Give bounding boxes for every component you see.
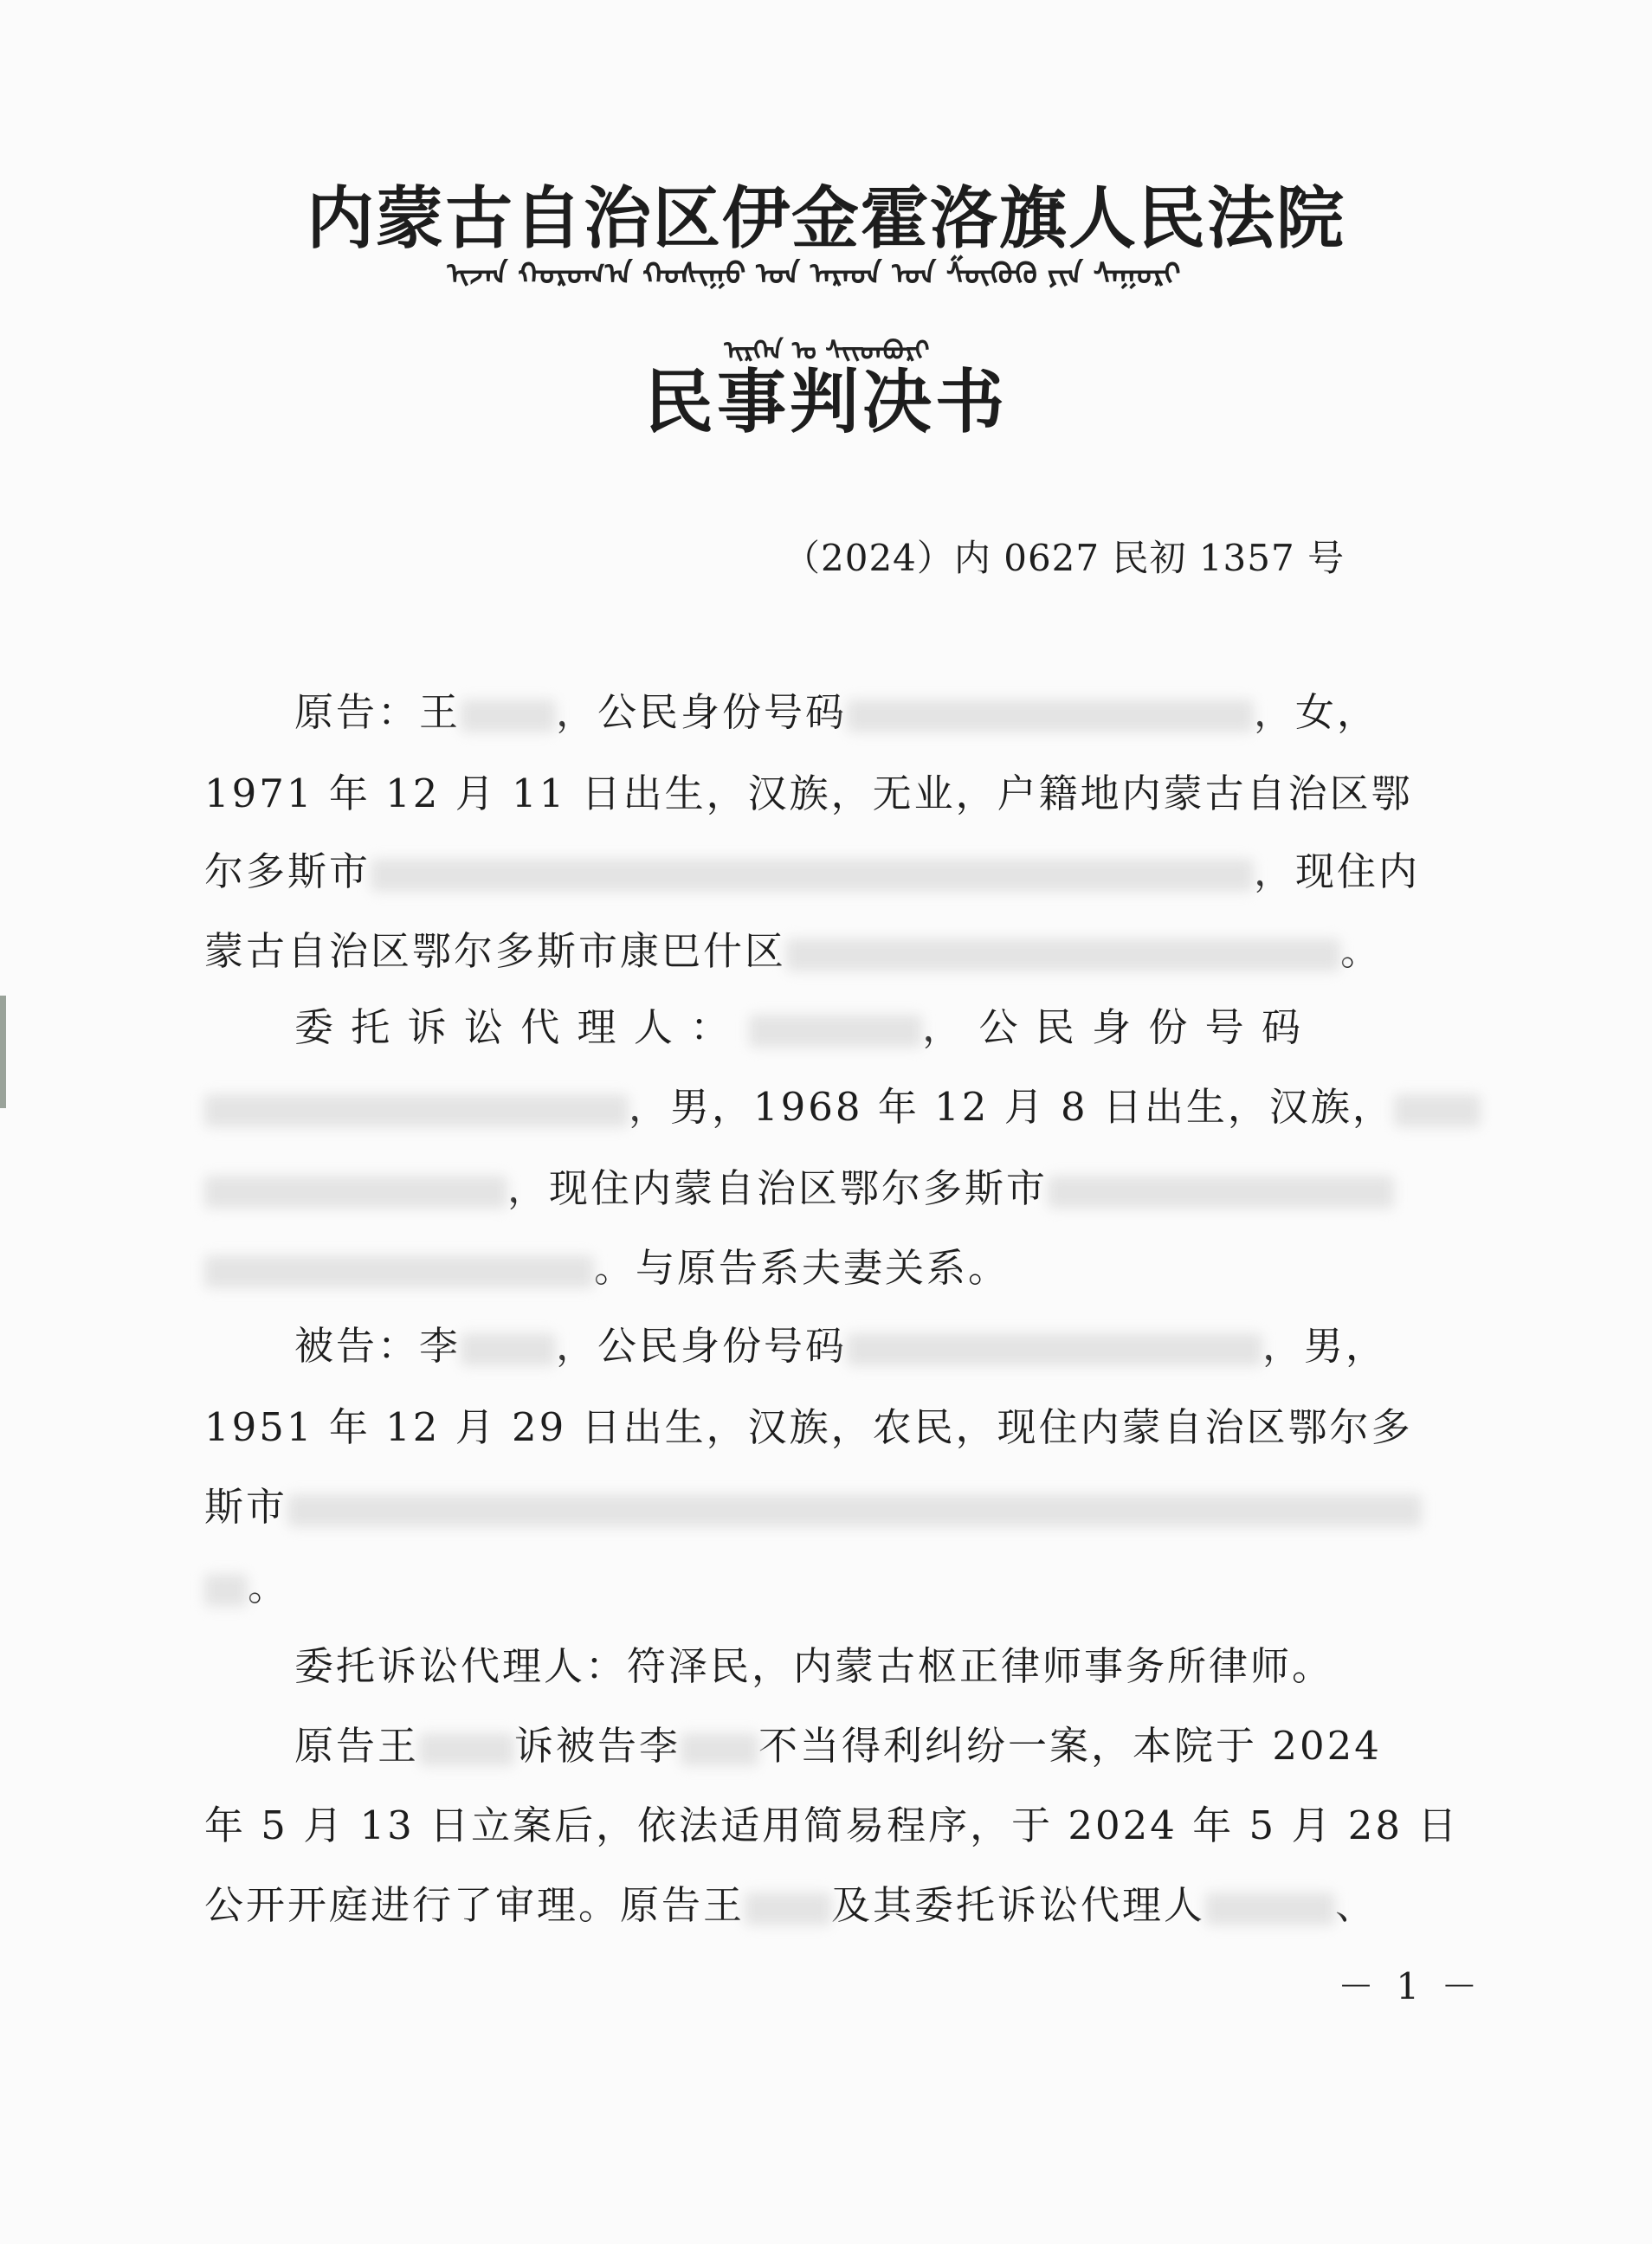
- period: 。: [248, 1564, 290, 1609]
- redacted-defendant-name: [461, 1333, 556, 1366]
- redacted-id: [847, 700, 1254, 732]
- plaintiff-residence-prefix: ，现住内: [1254, 848, 1421, 894]
- redacted-agent-address-cont: [204, 1255, 594, 1288]
- redacted-agent-employer: [204, 1176, 507, 1209]
- id-label: ，公民身份号码: [556, 689, 848, 735]
- plaintiff-label: 原告：王: [294, 689, 461, 735]
- defendant-line-2: 1951 年 12 月 29 日出生，汉族，农民，现住内蒙自治区鄂尔多: [204, 1404, 1413, 1450]
- summary-defendant: 诉被告李: [514, 1723, 681, 1769]
- plaintiff-gender: ，女，: [1254, 689, 1379, 735]
- defendant-line-1: [294, 1314, 1387, 1370]
- summary-hearing: 公开开庭进行了审理。原告王: [204, 1882, 745, 1928]
- agent1-details: ，男，1968 年 12 月 8 日出生，汉族，: [629, 1084, 1394, 1130]
- redacted-agent-address: [1048, 1176, 1394, 1209]
- redacted-address: [371, 859, 1254, 892]
- case-number: （2024）内 0627 民初 1357 号: [784, 537, 1345, 579]
- agent1-line-2: [204, 1075, 1481, 1132]
- redacted-agent-name: [1205, 1893, 1335, 1925]
- plaintiff-line-1: [294, 680, 1378, 737]
- defendant-gender: ，男，: [1262, 1323, 1388, 1369]
- page-number: － 1 －: [1338, 1965, 1483, 2008]
- enumeration-comma: 、: [1335, 1882, 1378, 1928]
- redacted-defendant-address: [287, 1494, 1422, 1527]
- court-name: 内蒙古自治区伊金霍洛旗人民法院: [306, 179, 1345, 258]
- defendant-id-label: ，公民身份号码: [556, 1323, 848, 1369]
- redacted-name: [419, 1733, 514, 1766]
- plaintiff-line-2: 1971 年 12 月 11 日出生，汉族，无业，户籍地内蒙古自治区鄂: [204, 771, 1413, 816]
- defendant-address-prefix: 斯市: [204, 1484, 288, 1530]
- agent1-label: 委 托 诉 讼 代 理 人 ：: [294, 1004, 732, 1050]
- document-title: 民事判决书: [644, 361, 1008, 442]
- agent1-line-4: [204, 1236, 1010, 1293]
- mongolian-document-type-text: ᠢᠷᠭᠡᠨ ᠤ ᠱᠢᠢᠳᠪᠦᠷᠢ: [724, 336, 930, 366]
- mongolian-court-name: [424, 242, 1204, 303]
- mongolian-court-name-text: ᠢᠵᠡᠨ ᠬᠣᠷᠣᠭ᠎ᠠ ᠬᠣᠰᠢᠭᠤ ᠤᠨ ᠠᠷᠠᠳ ᠤᠨ ᠱᠦᠭᠦᠬᠦ ᠶᠢᠨ ᠰᠠᠭᠤᠷᠢ: [447, 257, 1181, 292]
- defendant-agent-line: 委托诉讼代理人：符泽民，内蒙古枢正律师事务所律师。: [294, 1643, 1334, 1689]
- redacted-residence: [786, 938, 1340, 971]
- redacted-agent-id: [204, 1094, 629, 1127]
- agent1-residence: ，现住内蒙自治区鄂尔多斯市: [507, 1165, 1049, 1211]
- agent1-line-1: [294, 996, 1303, 1052]
- defendant-label: 被告：李: [294, 1323, 461, 1369]
- agent1-relation: 。与原告系夫妻关系。: [594, 1245, 1010, 1291]
- case-summary-line-1: [294, 1714, 1382, 1770]
- scan-edge-mark: [0, 996, 6, 1108]
- agent1-id-label: ， 公 民 身 份 号 码: [922, 1004, 1303, 1050]
- plaintiff-address-prefix: 尔多斯市: [204, 848, 371, 894]
- case-summary-line-2: 年 5 月 13 日立案后，依法适用简易程序，于 2024 年 5 月 28 日: [204, 1802, 1460, 1848]
- summary-agent: 及其委托诉讼代理人: [831, 1882, 1206, 1928]
- plaintiff-residence: 蒙古自治区鄂尔多斯市康巴什区: [204, 928, 787, 974]
- redacted-defendant-id: [847, 1333, 1262, 1366]
- plaintiff-line-3: [204, 840, 1420, 896]
- plaintiff-line-4: [204, 919, 1382, 976]
- defendant-line-3: [204, 1475, 1422, 1531]
- summary-case: 不当得利纠纷一案，本院于 2024: [758, 1723, 1382, 1769]
- redacted-name: [681, 1733, 758, 1766]
- redacted-name: [745, 1893, 831, 1925]
- period: 。: [1340, 928, 1383, 974]
- redacted-name: [461, 700, 556, 732]
- redacted-defendant-address-cont: [204, 1574, 248, 1607]
- summary-plaintiff: 原告王: [294, 1723, 420, 1769]
- case-summary-line-3: [204, 1873, 1377, 1930]
- redacted-agent-name: [749, 1015, 922, 1048]
- defendant-line-4: [204, 1555, 289, 1611]
- redacted-agent-work: [1394, 1094, 1481, 1127]
- agent1-line-3: [204, 1157, 1394, 1213]
